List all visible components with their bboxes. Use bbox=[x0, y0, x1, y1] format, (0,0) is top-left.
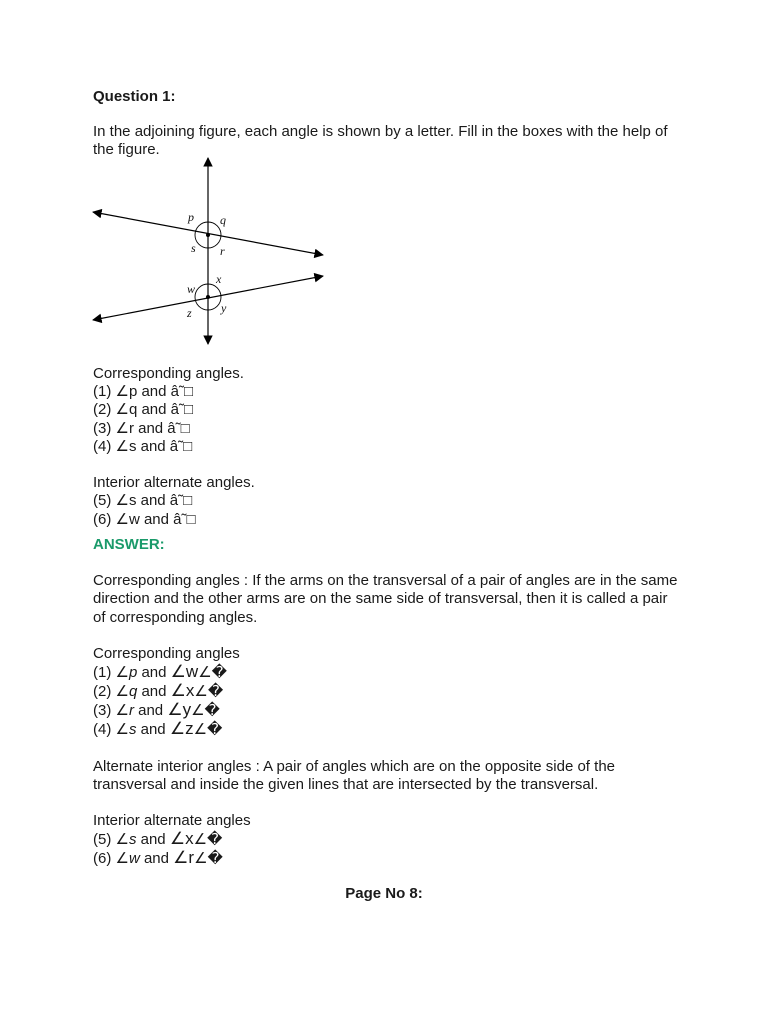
row-angle-a: s bbox=[128, 721, 137, 738]
label-p: p bbox=[188, 210, 194, 224]
row-angle-a: w bbox=[128, 850, 140, 867]
corresponding-item: (1) ∠p and â˜□ bbox=[93, 383, 194, 400]
row-num: (6) ∠ bbox=[93, 850, 129, 867]
answer-corresponding-row bbox=[93, 663, 227, 682]
row-angle-b: ∠r bbox=[173, 848, 195, 867]
answer-corresponding-heading: Corresponding angles bbox=[93, 645, 240, 662]
label-y: y bbox=[221, 301, 227, 315]
label-w: w bbox=[187, 282, 196, 296]
page-number: Page No 8: bbox=[345, 885, 423, 902]
question-text: In the adjoining figure, each angle is shown by a letter. Fill in the boxes with the help of the figure. bbox=[93, 123, 668, 159]
row-tail: ∠� bbox=[193, 831, 223, 848]
row-and: and bbox=[136, 831, 170, 848]
row-and: and bbox=[136, 721, 170, 738]
label-r: r bbox=[220, 244, 225, 258]
answer-label: ANSWER: bbox=[93, 536, 165, 553]
row-angle-b: ∠z bbox=[169, 719, 194, 738]
row-and: and bbox=[137, 683, 171, 700]
row-angle-b: ∠x bbox=[169, 829, 194, 848]
question-title: Question 1: bbox=[93, 88, 176, 105]
interior-heading: Interior alternate angles. bbox=[93, 474, 255, 491]
row-tail: ∠� bbox=[194, 683, 224, 700]
upper-intersection-point bbox=[206, 233, 210, 237]
row-tail: ∠� bbox=[191, 702, 220, 719]
row-tail: ∠� bbox=[194, 850, 223, 867]
corresponding-item: (2) ∠q and â˜□ bbox=[93, 401, 194, 418]
row-angle-a: p bbox=[128, 664, 138, 681]
row-and: and bbox=[139, 850, 174, 867]
corresponding-item: (4) ∠s and â˜□ bbox=[93, 438, 193, 455]
answer-interior-row bbox=[93, 849, 223, 868]
corresponding-definition: Corresponding angles : If the arms on the transversal of a pair of angles are in the same direction and the other arms are on the same side of transversal, then it is called a pair of corresponding angles. bbox=[93, 572, 678, 626]
label-s: s bbox=[191, 241, 196, 255]
answer-interior-row bbox=[93, 830, 222, 849]
interior-item: (6) ∠w and â˜□ bbox=[93, 511, 196, 528]
row-tail: ∠� bbox=[193, 721, 223, 738]
row-num: (3) ∠ bbox=[93, 702, 129, 719]
row-and: and bbox=[137, 664, 171, 681]
row-num: (5) ∠ bbox=[93, 831, 129, 848]
row-num: (2) ∠ bbox=[93, 683, 129, 700]
corresponding-heading: Corresponding angles. bbox=[93, 365, 244, 382]
angles-figure bbox=[85, 152, 345, 352]
row-angle-a: q bbox=[128, 683, 138, 700]
answer-corresponding-row bbox=[93, 720, 222, 739]
answer-corresponding-row bbox=[93, 701, 220, 720]
row-angle-b: ∠x bbox=[170, 681, 195, 700]
corresponding-item: (3) ∠r and â˜□ bbox=[93, 420, 190, 437]
row-and: and bbox=[133, 702, 168, 719]
alternate-definition: Alternate interior angles : A pair of angles which are on the opposite side of the transversal and inside the given lines that are intersected by the transversal. bbox=[93, 758, 615, 794]
row-num: (4) ∠ bbox=[93, 721, 129, 738]
answer-interior-heading: Interior alternate angles bbox=[93, 812, 251, 829]
label-x: x bbox=[216, 272, 222, 286]
row-angle-a: r bbox=[128, 702, 134, 719]
row-tail: ∠� bbox=[198, 664, 228, 681]
row-num: (1) ∠ bbox=[93, 664, 129, 681]
answer-corresponding-row bbox=[93, 682, 223, 701]
label-q: q bbox=[220, 213, 226, 227]
row-angle-b: ∠w bbox=[170, 662, 199, 681]
lower-intersection-point bbox=[206, 295, 210, 299]
row-angle-b: ∠y bbox=[167, 700, 192, 719]
label-z: z bbox=[187, 306, 192, 320]
row-angle-a: s bbox=[128, 831, 137, 848]
interior-item: (5) ∠s and â˜□ bbox=[93, 492, 193, 509]
